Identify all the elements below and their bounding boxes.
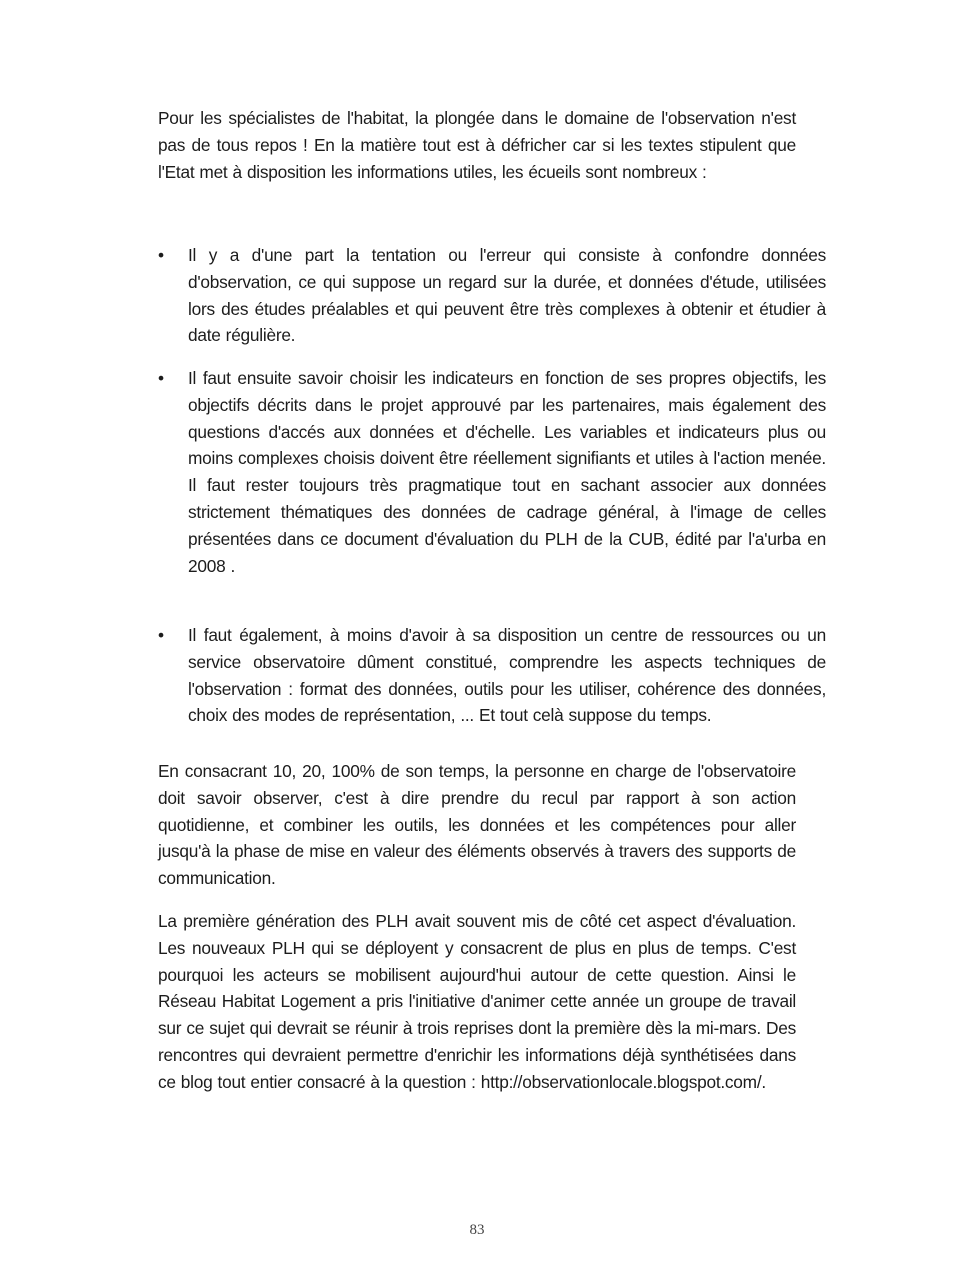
bullet-icon: • — [158, 625, 164, 645]
bullet-icon: • — [158, 368, 164, 388]
time-paragraph: En consacrant 10, 20, 100% de son temps, la personne en charge de l'observatoire doit savoir observer, c'est à dire prendre du recul par rapport à son action quotidienne, et combiner les outils, les données et les compétences pour aller jusqu'à la phase de mise en valeur des éléments observés à travers des supports de communication. — [158, 761, 796, 889]
bullet-text: Il faut ensuite savoir choisir les indicateurs en fonction de ses propres objectifs, les objectifs décrits dans le projet approuvé par les partenaires, mais également des questions d'accés aux données et d'échelle. Les variables et indicateurs plus ou moins complexes choisis doivent être réellement signifiants et utiles à l'action menée. Il faut rester toujours très pragmatique tout en sachant associer aux données strictement thématiques des données de cadrage général, à l'image de celles présentées dans ce document d'évaluation du PLH de la CUB, édité par l'a'urba en 2008 . — [188, 368, 826, 576]
bullet-item — [158, 242, 826, 349]
bullet-icon: • — [158, 245, 164, 265]
bullet-text: Il y a d'une part la tentation ou l'erreur qui consiste à confondre données d'observation, ce qui suppose un regard sur la durée, et données d'étude, utilisées lors des études préalables et qui peuvent être très complexes à obtenir et étudier à date régulière. — [188, 245, 826, 346]
intro-paragraph: Pour les spécialistes de l'habitat, la plongée dans le domaine de l'observation n'est pas de tous repos ! En la matière tout est à défricher car si les textes stipulent que l'Etat met à disposition les informations utiles, les écueils sont nombreux : — [158, 108, 796, 182]
bullet-text: Il faut également, à moins d'avoir à sa disposition un centre de ressources ou un service observatoire dûment constitué, comprendre les aspects techniques de l'observation : format des données, outils pour les utiliser, cohérence des données, choix des modes de représentation, ... Et tout celà suppose du temps. — [188, 625, 826, 726]
bullet-item — [158, 365, 826, 579]
bullet-item — [158, 622, 826, 729]
page-number: 83 — [469, 1222, 485, 1238]
generation-paragraph: La première génération des PLH avait souvent mis de côté cet aspect d'évaluation. Les nouveaux PLH qui se déployent y consacrent de plus en plus de temps. C'est pourquoi les acteurs se mobilisent aujourd'hui autour de cette question. Ainsi le Réseau Habitat Logement a pris l'initiative d'animer cette année un groupe de travail sur ce sujet qui devrait se réunir à trois reprises dont la première dès la mi-mars. Des rencontres qui devraient permettre d'enrichir les informations déjà synthétisées dans ce blog tout entier consacré à la question : http://observationlocale.blogspot.com/. — [158, 911, 796, 1092]
